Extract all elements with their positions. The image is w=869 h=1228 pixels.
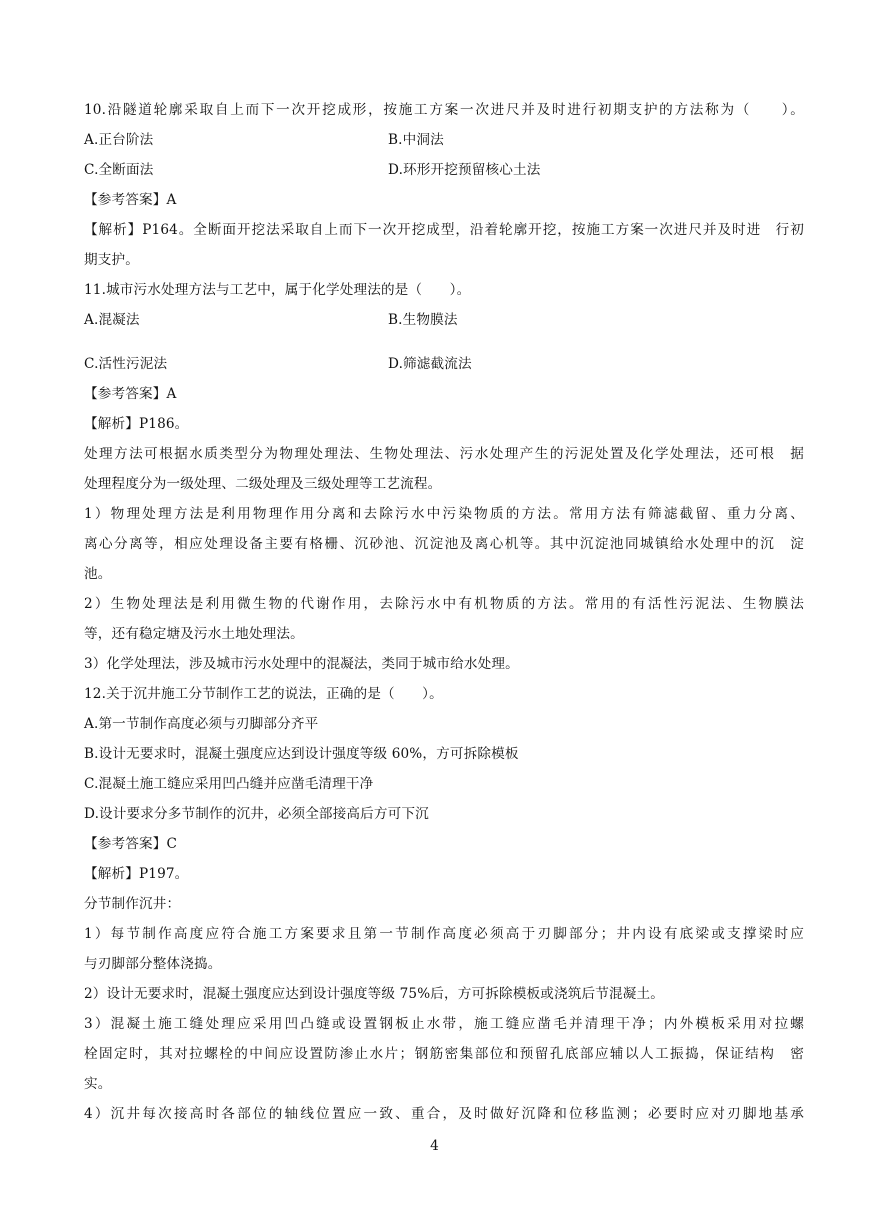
q12-analysis-item-4-line-1: 4）沉井每次接高时各部位的轴线位置应一致、重合，及时做好沉降和位移监测；必要时应对刃脚地基承: [84, 1106, 804, 1122]
q11-option-a: A.混凝法: [84, 312, 140, 328]
q10-option-b: B.中洞法: [388, 132, 444, 148]
page-number: 4: [430, 1138, 439, 1154]
q11-analysis-item-3: 3）化学处理法，涉及城市污水处理中的混凝法，类同于城市给水处理。: [84, 656, 519, 672]
q12-analysis-item-2: 2）设计无要求时，混凝土强度应达到设计强度等级 75%后，方可拆除模板或浇筑后节混凝土。: [84, 986, 664, 1002]
q11-analysis-line-1: 处理方法可根据水质类型分为物理处理法、生物处理法、污水处理产生的污泥处置及化学处理法，还可根 据: [84, 446, 804, 462]
q10-option-c: C.全断面法: [84, 162, 154, 178]
q12-option-d: D.设计要求分多节制作的沉井，必须全部接高后方可下沉: [84, 806, 429, 822]
q10-answer: 【参考答案】A: [84, 192, 177, 208]
q11-analysis-item-1-line-3: 池。: [84, 566, 112, 582]
q12-analysis-item-3-line-1: 3）混凝土施工缝处理应采用凹凸缝或设置钢板止水带，施工缝应凿毛并清理干净；内外模板采用对拉螺: [84, 1016, 804, 1032]
q11-analysis-line-2: 处理程度分为一级处理、二级处理及三级处理等工艺流程。: [84, 476, 442, 492]
q11-option-b: B.生物膜法: [388, 312, 458, 328]
q12-analysis-heading: 【解析】P197。: [84, 866, 189, 882]
q10-analysis-line-2: 期支护。: [84, 252, 139, 268]
q12-analysis-item-1-line-1: 1）每节制作高度应符合施工方案要求且第一节制作高度必须高于刃脚部分；井内设有底梁或支撑梁时应: [84, 926, 804, 942]
q12-option-b: B.设计无要求时，混凝土强度应达到设计强度等级 60%，方可拆除模板: [84, 746, 519, 762]
q10-option-a: A.正台阶法: [84, 132, 154, 148]
q11-answer: 【参考答案】A: [84, 386, 177, 402]
q12-analysis-item-3-line-3: 实。: [84, 1076, 112, 1092]
question-11-stem: 11.城市污水处理方法与工艺中，属于化学处理法的是（ ）。: [84, 282, 471, 298]
q11-analysis-item-2-line-1: 2）生物处理法是利用微生物的代谢作用，去除污水中有机物质的方法。常用的有活性污泥法、生物膜法: [84, 596, 804, 612]
q12-analysis-intro: 分节制作沉井：: [84, 896, 181, 912]
q12-answer: 【参考答案】C: [84, 836, 178, 852]
q11-analysis-item-1-line-2: 离心分离等，相应处理设备主要有格栅、沉砂池、沉淀池及离心机等。其中沉淀池同城镇给水处理中的沉 淀: [84, 536, 804, 552]
q12-analysis-item-1-line-2: 与刃脚部分整体浇捣。: [84, 956, 222, 972]
q11-analysis-item-2-line-2: 等，还有稳定塘及污水土地处理法。: [84, 626, 304, 642]
q10-option-d: D.环形开挖预留核心土法: [388, 162, 541, 178]
q12-analysis-item-3-line-2: 栓固定时，其对拉螺栓的中间应设置防渗止水片；钢筋密集部位和预留孔底部应辅以人工振捣，保证结构 密: [84, 1046, 804, 1062]
q10-analysis-line-1: 【解析】P164。全断面开挖法采取自上而下一次开挖成型，沿着轮廓开挖，按施工方案一次进尺并及时进 行初: [84, 222, 804, 238]
question-12-stem: 12.关于沉井施工分节制作工艺的说法，正确的是（ ）。: [84, 686, 443, 702]
q12-option-a: A.第一节制作高度必须与刃脚部分齐平: [84, 716, 319, 732]
q12-option-c: C.混凝土施工缝应采用凹凸缝并应凿毛清理干净: [84, 776, 374, 792]
q11-option-c: C.活性污泥法: [84, 356, 168, 372]
q11-analysis-heading: 【解析】P186。: [84, 416, 189, 432]
question-10-stem: 10.沿隧道轮廓采取自上而下一次开挖成形，按施工方案一次进尺并及时进行初期支护的方法称为（ ）。: [84, 102, 804, 118]
q11-analysis-item-1-line-1: 1）物理处理方法是利用物理作用分离和去除污水中污染物质的方法。常用方法有筛滤截留、重力分离、: [84, 506, 804, 522]
q11-option-d: D.筛滤截流法: [388, 356, 472, 372]
